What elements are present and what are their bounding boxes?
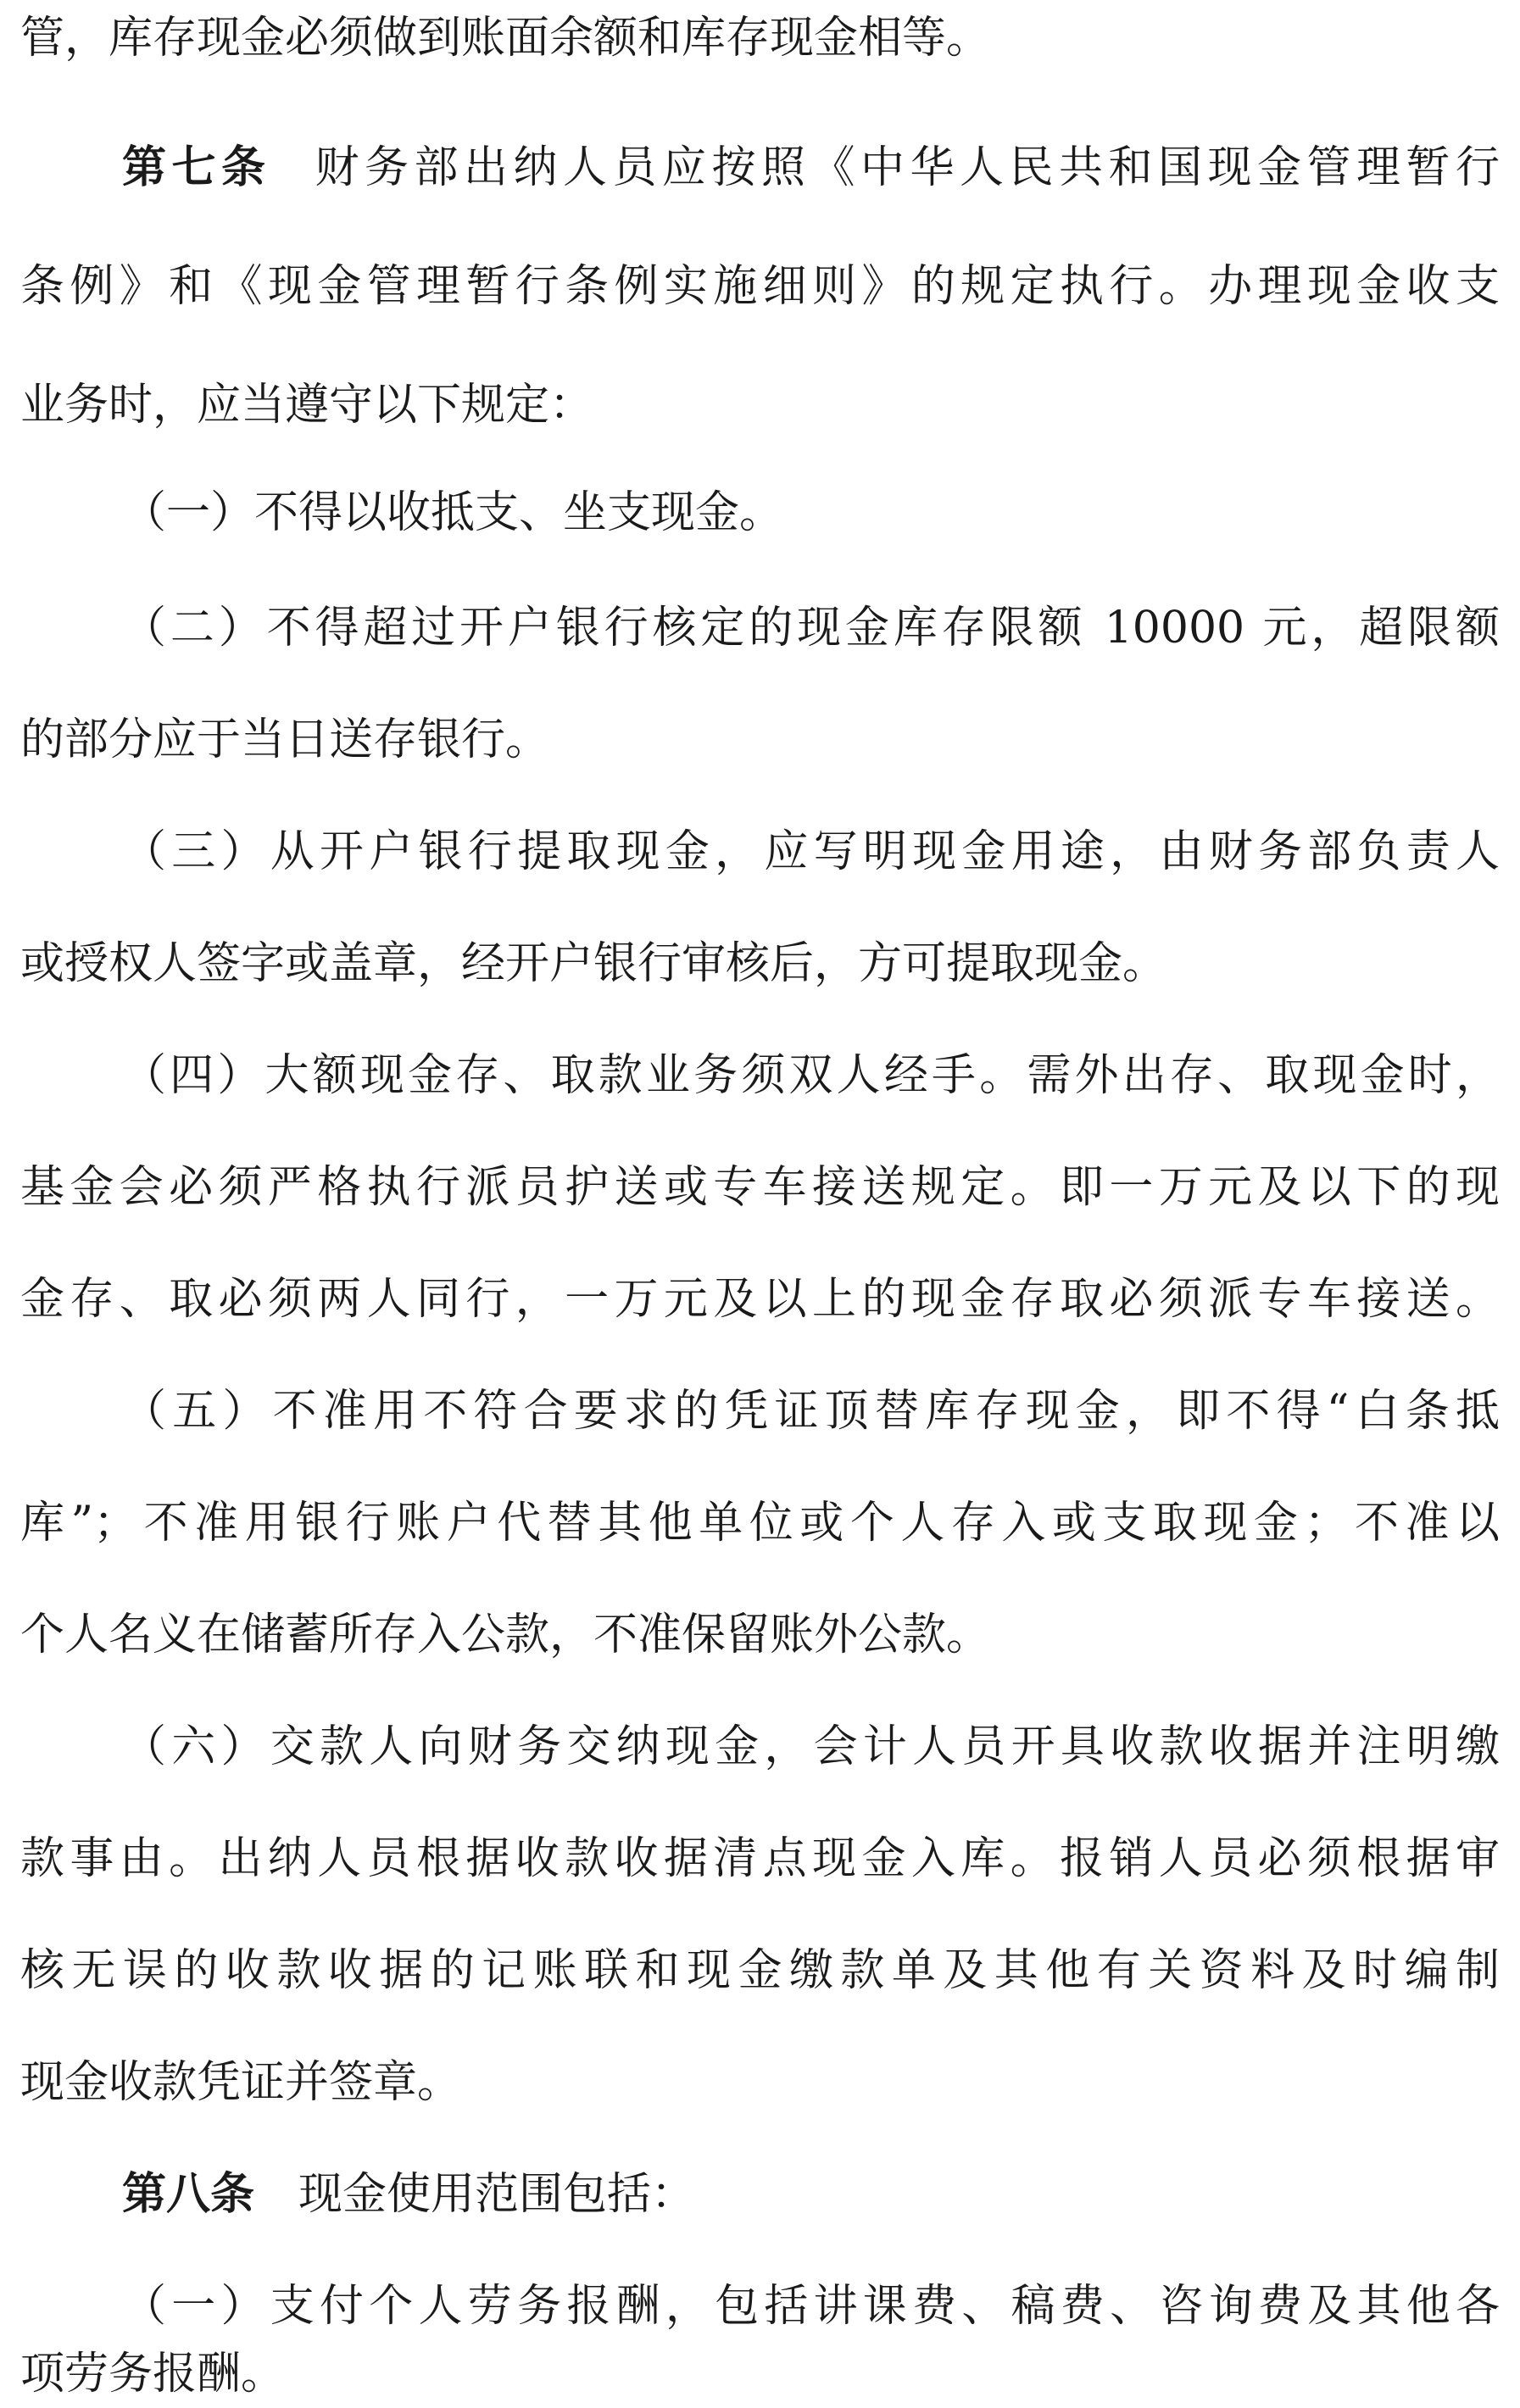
text-line: 项劳务报酬。 (20, 2349, 286, 2400)
text-line: （三）从开户银行提取现金，应写明现金用途，由财务部负责人 (122, 826, 1500, 877)
text-line: （一）不得以收抵支、坐支现金。 (122, 487, 784, 538)
text-line: 款事由。出纳人员根据收款收据清点现金入库。报销人员必须根据审 (20, 1833, 1500, 1884)
text-line: 核无误的收款收据的记账联和现金缴款单及其他有关资料及时编制 (20, 1945, 1500, 1996)
text-line: 条例》和《现金管理暂行条例实施细则》的规定执行。办理现金收支 (20, 261, 1500, 312)
text-line: 或授权人签字或盖章，经开户银行审核后，方可提取现金。 (20, 938, 1167, 989)
text-line: （五）不准用不符合要求的凭证顶替库存现金，即不得“白条抵 (122, 1386, 1500, 1437)
text-line: 现金收款凭证并签章。 (20, 2057, 462, 2108)
article-line (20, 134, 1500, 202)
text-line: 的部分应于当日送存银行。 (20, 715, 550, 765)
article-line (20, 2161, 1500, 2228)
text-line: 管，库存现金必须做到账面余额和库存现金相等。 (20, 13, 991, 64)
article-heading: 第七条 (122, 142, 271, 193)
text-line: 基金会必须严格执行派员护送或专车接送规定。即一万元及以下的现 (20, 1162, 1500, 1213)
text-line: 个人名义在储蓄所存入公款，不准保留账外公款。 (20, 1610, 991, 1660)
text-line: （四）大额现金存、取款业务须双人经手。需外出存、取现金时， (122, 1050, 1500, 1101)
text-line: 业务时，应当遵守以下规定： (20, 380, 594, 431)
text-line: 财务部出纳人员应按照《中华人民共和国现金管理暂行 (315, 142, 1500, 193)
text-line: 现金使用范围包括： (298, 2169, 696, 2220)
article-heading: 第八条 (122, 2168, 255, 2220)
text-line: （一）支付个人劳务报酬，包括讲课费、稿费、咨询费及其他各 (122, 2281, 1500, 2332)
text-line: （二）不得超过开户银行核定的现金库存限额 10000 元，超限额 (122, 603, 1500, 653)
text-line: （六）交款人向财务交纳现金，会计人员开具收款收据并注明缴 (122, 1721, 1500, 1772)
text-line: 库”；不准用银行账户代替其他单位或个人存入或支取现金；不准以 (20, 1498, 1500, 1549)
text-line: 金存、取必须两人同行，一万元及以上的现金存取必须派专车接送。 (20, 1274, 1500, 1325)
